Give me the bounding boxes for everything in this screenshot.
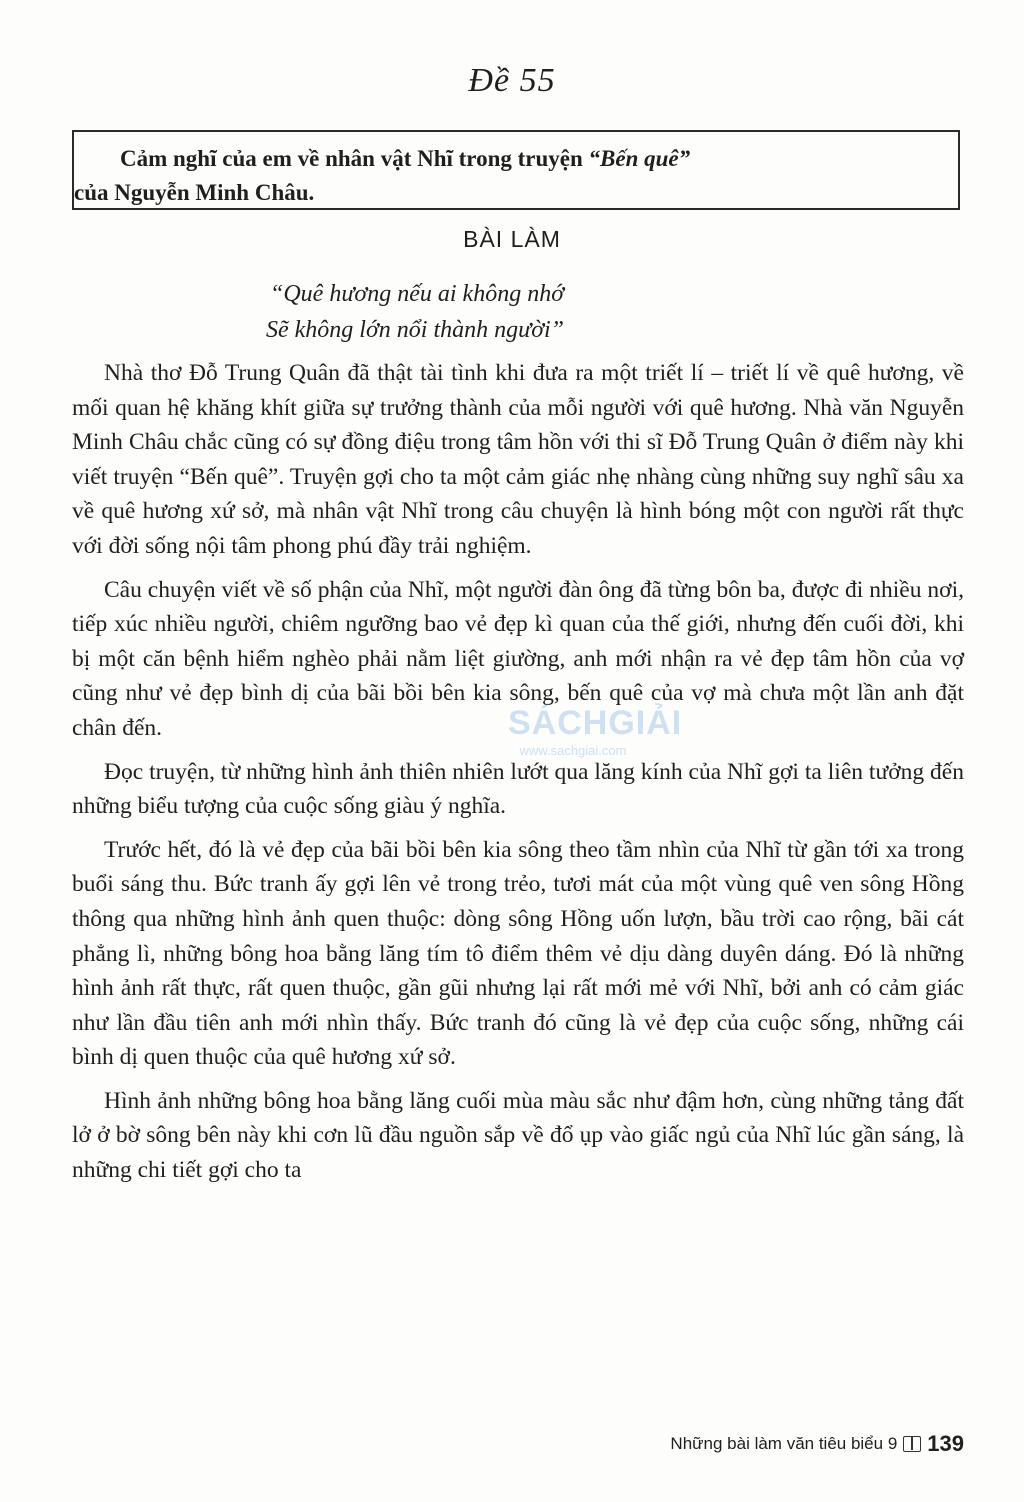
paragraph-1: Nhà thơ Đỗ Trung Quân đã thật tài tình khi đưa ra một triết lí – triết lí về quê hương, về mối quan hệ khăng khít giữa sự trưởng thành của mỗi người với quê hương. Nhà văn Nguyễn Minh Châu chắc cũng có sự đồng điệu trong tâm hồn với thi sĩ Đỗ Trung Quân ở điểm này khi viết truyện “Bến quê”. Truyện gợi cho ta một cảm giác nhẹ nhàng cùng những suy nghĩ sâu xa về quê hương xứ sở, mà nhân vật Nhĩ trong câu chuyện là hình bóng một con người rất thực với đời sống nội tâm phong phú đầy trải nghiệm. [72, 360, 964, 559]
task-prompt-box [72, 130, 960, 210]
page-number: 139 [927, 1431, 964, 1456]
watermark-url: www.sachgiai.com [519, 743, 627, 758]
poem-line-1: “Quê hương nếu ai không nhớ [270, 281, 565, 307]
watermark-main: SÁCHGIẢI [508, 704, 683, 742]
paragraph-5: Hình ảnh những bông hoa bằng lăng cuối mùa màu sắc như đậm hơn, cùng những tảng đất lở ở bờ sông bên này khi cơn lũ đầu nguồn sắp về đổ ụp vào giấc ngủ của Nhĩ lúc gần sáng, là những chi tiết gợi cho ta [72, 1087, 964, 1184]
task-line-1-text: Cảm nghĩ của em về nhân vật Nhĩ trong truyện [120, 146, 589, 171]
book-icon [903, 1436, 921, 1452]
paragraph-4: Trước hết, đó là vẻ đẹp của bãi bồi bên kia sông theo tầm nhìn của Nhĩ từ gần tới xa trong buổi sáng thu. Bức tranh ấy gợi lên vẻ trong trẻo, tươi mát của một vùng quê ven sông Hồng thông qua những hình ảnh quen thuộc: dòng sông Hồng uốn lượn, bầu trời cao rộng, bãi cát phẳng lì, những bông hoa bằng lăng tím tô điểm thêm vẻ dịu dàng duyên dáng. Đó là những hình ảnh rất thực, rất quen thuộc, gần gũi nhưng lại rất mới mẻ với Nhĩ, bởi anh có cảm giác như lần đầu tiên anh mới nhìn thấy. Bức tranh đó cũng là vẻ đẹp của cuộc sống, những cái bình dị quen thuộc của quê hương xứ sở. [72, 836, 964, 1071]
paragraph-2: Câu chuyện viết về số phận của Nhĩ, một người đàn ông đã từng bôn ba, được đi nhiều nơi, tiếp xúc nhiều người, chiêm ngưỡng bao vẻ đẹp kì quan của thế giới, nhưng đến cuối đời, khi bị một căn bệnh hiểm nghèo phải nằm liệt giường, anh mới nhận ra vẻ đẹp tâm hồn của vợ cũng như vẻ đẹp bình dị của bãi bồi bên kia sông, bến quê của vợ mà chưa một lần anh đặt chân đến. [72, 576, 964, 741]
footer-book-title: Những bài làm văn tiêu biểu 9 [670, 1434, 898, 1453]
task-line-1 [120, 142, 934, 176]
page-title: Đề 55 [468, 62, 556, 99]
poem-line-2: Sẽ không lớn nổi thành người” [266, 317, 565, 343]
page-footer [670, 1431, 964, 1457]
task-line-2: của Nguyễn Minh Châu. [74, 180, 315, 205]
essay-body [72, 356, 964, 1197]
epigraph-poem [266, 276, 565, 348]
task-work-title: “Bến quê” [588, 146, 691, 171]
paragraph-3: Đọc truyện, từ những hình ảnh thiên nhiên lướt qua lăng kính của Nhĩ gợi ta liên tưởng đến những biểu tượng của cuộc sống giàu ý nghĩa. [72, 758, 964, 820]
section-heading: BÀI LÀM [463, 226, 561, 252]
